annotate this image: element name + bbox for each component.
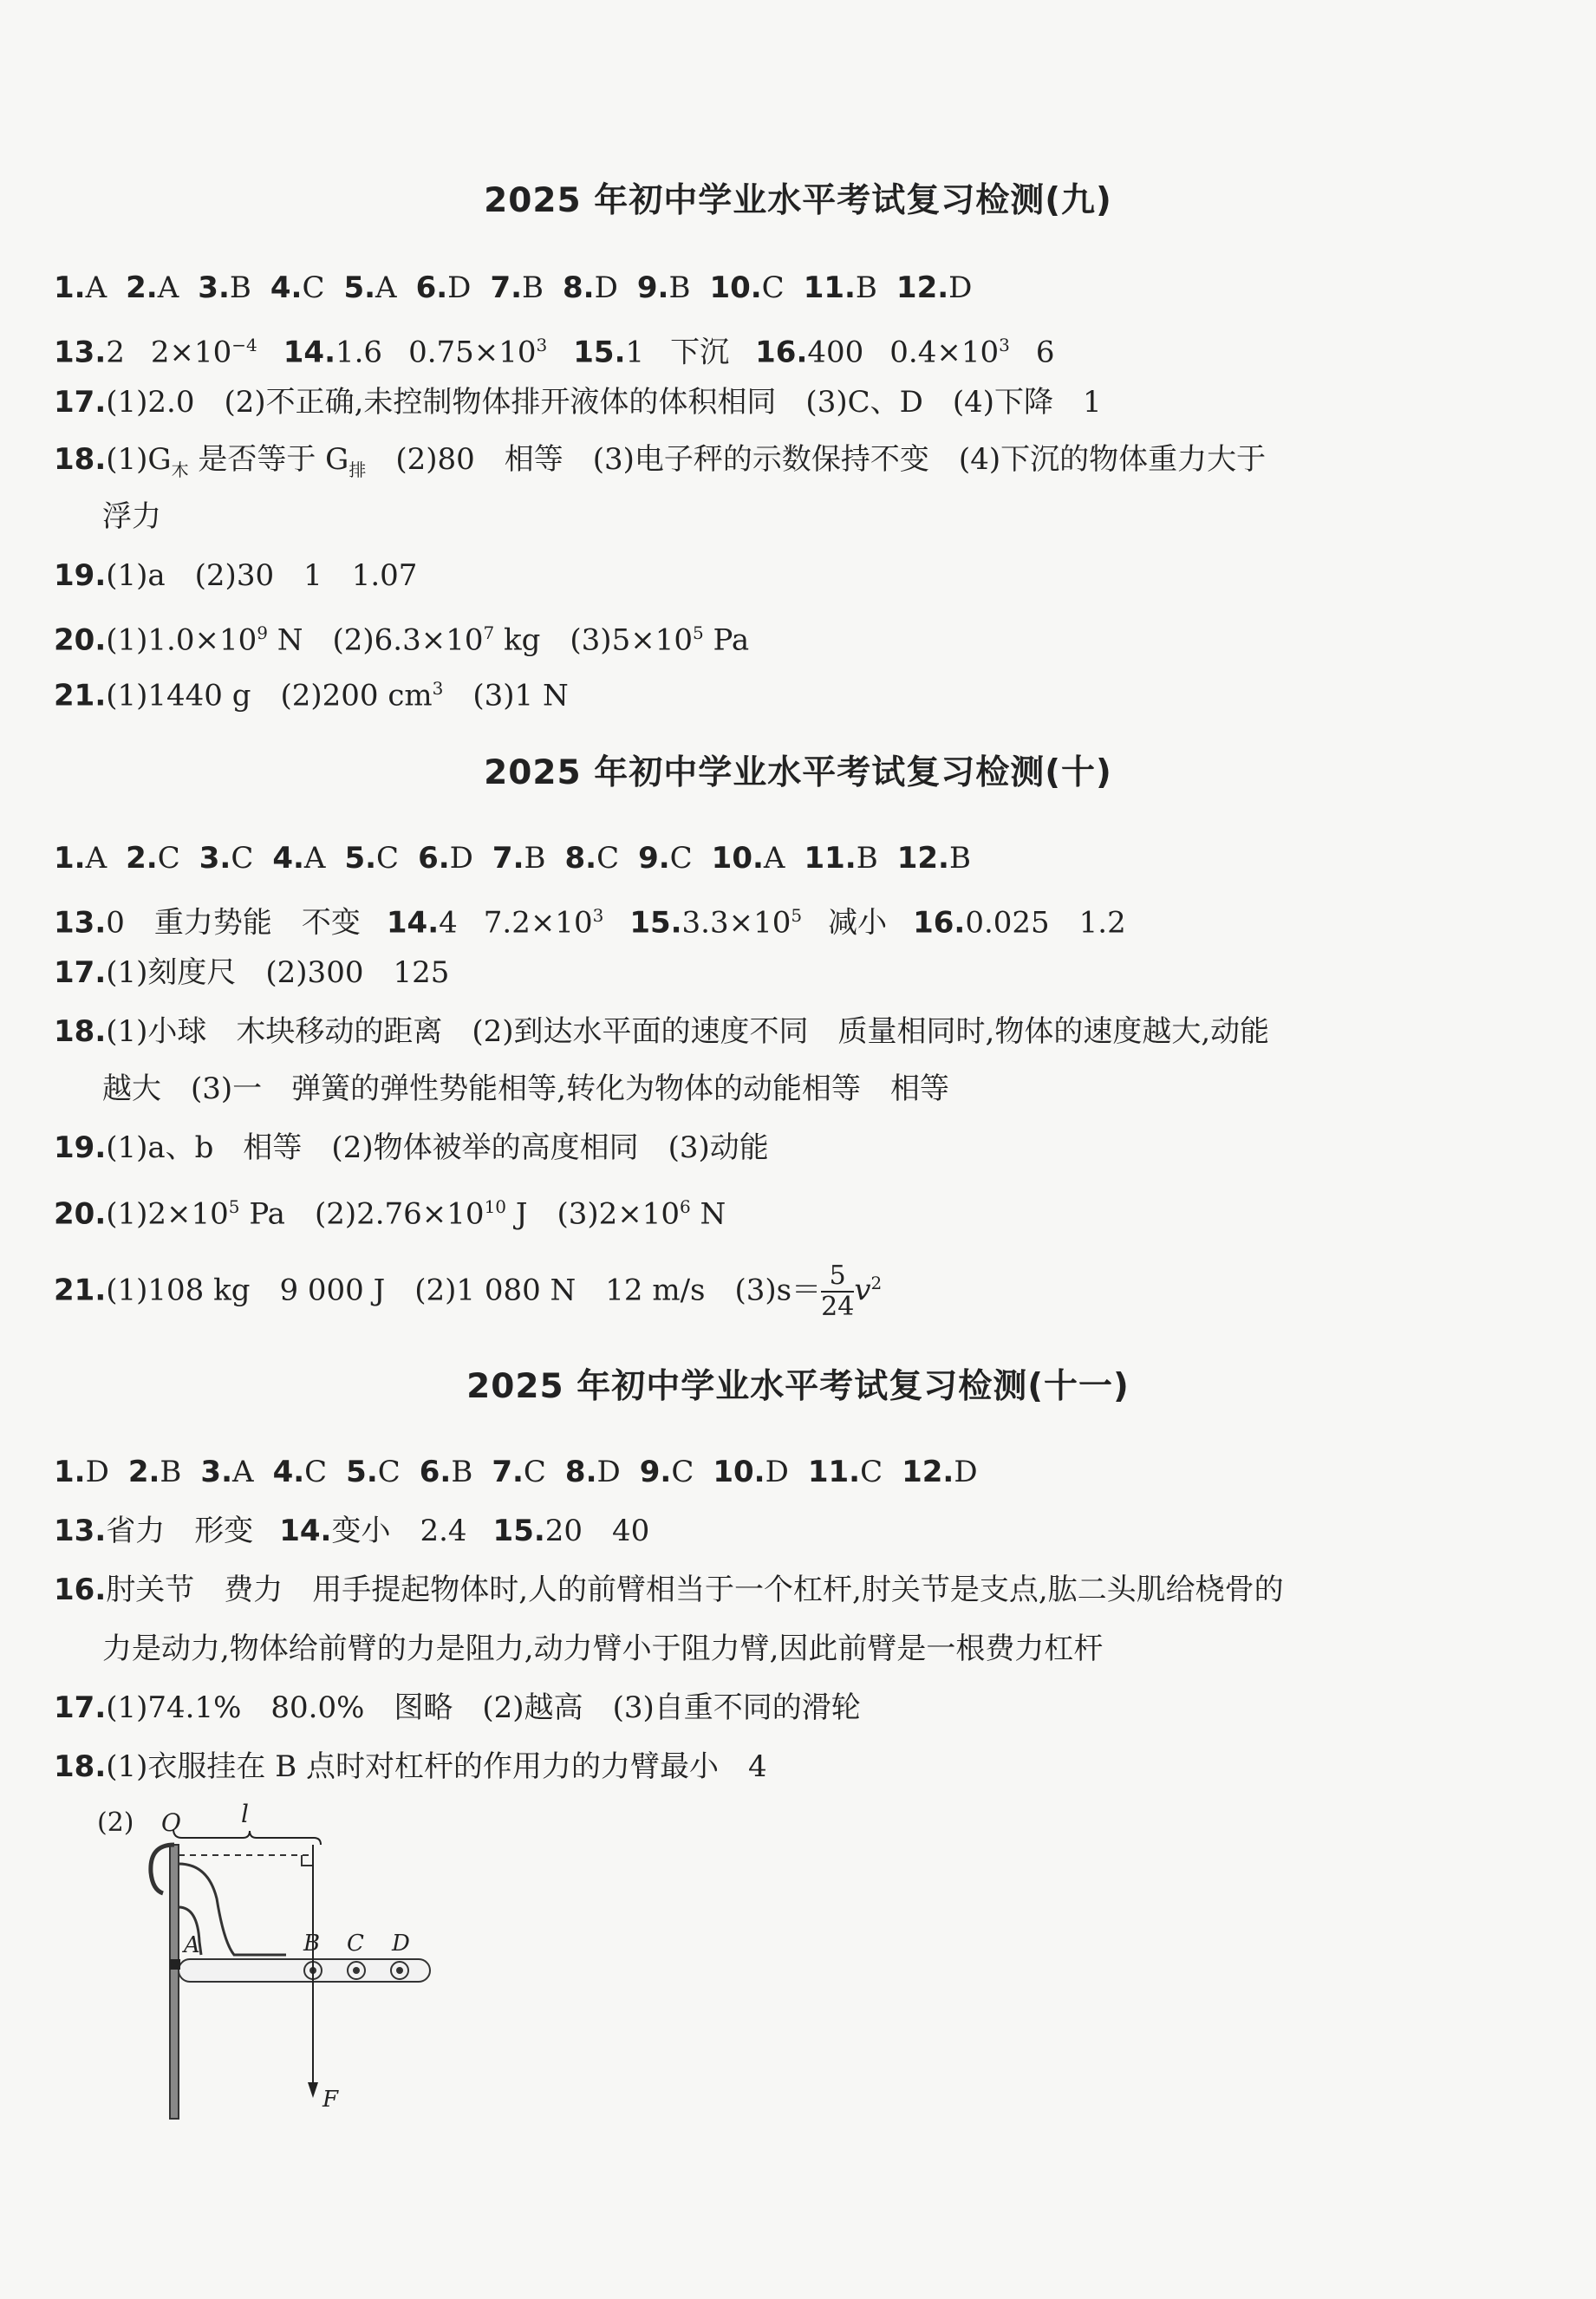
question-number: 4.	[272, 841, 304, 876]
section-title: 2025 年初中学业水平考试复习检测(九)	[484, 181, 1112, 220]
choice-letter: D	[447, 270, 472, 305]
question-number: 6.	[415, 270, 448, 305]
mc-answer	[896, 269, 973, 307]
pivot-block	[170, 1959, 180, 1970]
question-number: 2.	[126, 270, 158, 305]
answer-16: 16.肘关节 费力 用手提起物体时,人的前臂相当于一个杠杆,肘关节是支点,肱二头肌给桡骨的	[54, 1573, 1284, 1607]
force-arrow-head	[308, 2082, 318, 2098]
answer-21: 21.(1)1440 g (2)200 $cm^3$ (3)1 N	[54, 678, 569, 713]
choice-letter: D	[449, 841, 473, 876]
mc-answer	[709, 269, 784, 307]
choice-letter: D	[948, 270, 973, 305]
question-number: 9.	[639, 1455, 672, 1489]
mc-answer	[54, 1453, 109, 1491]
mc-answer	[492, 1453, 546, 1491]
question-number: 9.	[636, 270, 669, 305]
choice-letter: C	[761, 270, 785, 305]
mc-answer	[638, 839, 693, 877]
mc-answer	[346, 1453, 401, 1491]
mc-answer	[492, 839, 546, 877]
mc-answer	[54, 269, 107, 307]
choice-letter: B	[522, 270, 544, 305]
point-d-label: D	[392, 1931, 410, 1957]
mc-answer	[273, 1453, 328, 1491]
question-number: 7.	[492, 841, 524, 876]
question-number: 6.	[418, 841, 450, 876]
question-number: 2.	[126, 841, 158, 876]
choice-letter: A	[303, 841, 326, 876]
question-number: 8.	[564, 841, 597, 876]
answer-17: 17.(1)2.0 (2)不正确,未控制物体排开液体的体积相同 (3)C、D (4)下降 1	[54, 385, 1102, 420]
arm-bracket	[173, 1829, 321, 1845]
mc-answer	[343, 269, 396, 307]
wall-pole	[170, 1845, 179, 2119]
choice-letter: B	[160, 1455, 182, 1489]
mc-answer	[416, 269, 472, 307]
question-number: 11.	[804, 841, 857, 876]
mc-answer	[804, 269, 877, 307]
answer-20: $20.(1)1.0\times 10^9$ N $(2)6.3\times 10^7$ kg $(3)5\times 10^5$ Pa	[54, 622, 750, 658]
question-number: 9.	[638, 841, 670, 876]
question-number: 4.	[270, 270, 303, 305]
question-number: 1.	[54, 270, 86, 305]
question-number: 3.	[200, 1455, 232, 1489]
mc-answer	[490, 269, 544, 307]
hole-d-center	[396, 1967, 403, 1974]
choice-letter: B	[524, 841, 546, 876]
question-number: 1.	[54, 841, 86, 876]
choice-letter: D	[954, 1455, 978, 1489]
question-number: 11.	[807, 1455, 861, 1489]
mc-answers-row	[54, 1453, 1545, 1491]
question-number: 10.	[711, 841, 764, 876]
choice-letter: C	[302, 270, 325, 305]
answer-13-16: 13.2 $2\times 10^{-4}$ 14.1.6 $0.75\times 10^3$ 15.1 下沉 16.400 $0.4\times 10^3$ 6	[54, 335, 1055, 370]
mc-answer	[198, 269, 251, 307]
lever-diagram	[87, 1803, 485, 2124]
mc-answer	[897, 839, 971, 877]
question-number: 7.	[490, 270, 523, 305]
choice-letter: A	[85, 270, 107, 305]
answer-18: 18.(1)小球 木块移动的距离 (2)到达水平面的速度不同 质量相同时,物体的速度越大,动能	[54, 1014, 1270, 1049]
mc-answer	[126, 269, 179, 307]
choice-letter: B	[668, 270, 691, 305]
hole-c-center	[353, 1967, 360, 1974]
choice-letter: C	[669, 841, 693, 876]
choice-letter: C	[860, 1455, 883, 1489]
question-number: 6.	[419, 1455, 452, 1489]
right-angle-mark	[302, 1855, 312, 1866]
section-title: 2025 年初中学业水平考试复习检测(十一)	[466, 1367, 1130, 1406]
mc-answer	[199, 839, 254, 877]
figure-part-label: (2)	[97, 1807, 134, 1838]
mc-answer	[126, 839, 180, 877]
point-c-label: C	[347, 1931, 364, 1957]
choice-letter: A	[763, 841, 785, 876]
mc-answer	[200, 1453, 253, 1491]
question-number: 11.	[803, 270, 856, 305]
mc-answer	[54, 839, 107, 877]
mc-answer	[272, 839, 325, 877]
mc-answer	[128, 1453, 182, 1491]
arm-l-label: l	[241, 1803, 249, 1828]
fraction: $\frac{5}{24}$	[821, 1260, 855, 1323]
choice-letter: D	[85, 1455, 109, 1489]
mc-answer	[344, 839, 399, 877]
mc-answer	[712, 839, 785, 877]
question-number: 3.	[198, 270, 230, 305]
mc-answer	[563, 269, 618, 307]
answer-19: 19.(1)a (2)30 1 1.07	[54, 558, 418, 593]
choice-letter: C	[157, 841, 180, 876]
question-number: 8.	[563, 270, 595, 305]
point-o-label: O	[161, 1808, 181, 1837]
choice-letter: B	[856, 841, 878, 876]
mc-answer	[565, 1453, 621, 1491]
answer-13-16: 13.0 重力势能 不变 14.4 $7.2\times 10^3$ $15.3.3\times 10^5$ 减小 16.0.025 1.2	[54, 905, 1126, 941]
choice-letter: C	[376, 841, 400, 876]
choice-letter: B	[229, 270, 251, 305]
answer-21: 21.(1)108 kg 9 000 J (2)1 080 N 12 m/s (3)s＝ $\frac{5}{24}$ $v^2$	[54, 1260, 883, 1323]
choice-letter: A	[375, 270, 397, 305]
mc-answer	[808, 1453, 883, 1491]
mc-answer	[418, 839, 473, 877]
choice-letter: A	[157, 270, 179, 305]
mc-answer	[713, 1453, 789, 1491]
choice-letter: C	[377, 1455, 401, 1489]
answer-18: $18.(1)G_木$ 是否等于 $G_排$ (2)80 相等 (3)电子秤的示数保持不变 (4)下沉的物体重力大于	[54, 442, 1267, 480]
question-number: 5.	[343, 270, 376, 305]
mc-answers-row	[54, 269, 1545, 307]
choice-letter: B	[855, 270, 877, 305]
choice-letter: D	[594, 270, 618, 305]
mc-answer	[637, 269, 691, 307]
question-number: 1.	[54, 1455, 86, 1489]
question-number: 5.	[346, 1455, 378, 1489]
choice-letter: B	[948, 841, 971, 876]
answer-20: $20.(1)2\times 10^5$ Pa $(2)2.76\times 10^{10}$ J $(3)2\times 10^6$ N	[54, 1196, 726, 1232]
section-title: 2025 年初中学业水平考试复习检测(十)	[484, 753, 1112, 792]
choice-letter: C	[304, 1455, 328, 1489]
question-number: 12.	[896, 270, 949, 305]
mc-answer	[902, 1453, 978, 1491]
choice-letter: D	[765, 1455, 789, 1489]
mc-answer	[564, 839, 619, 877]
answer-18-continued: 越大 (3)一 弹簧的弹性势能相等,转化为物体的动能相等 相等	[102, 1071, 949, 1106]
choice-letter: D	[596, 1455, 621, 1489]
choice-letter: C	[671, 1455, 694, 1489]
answer-17: 17.(1)74.1% 80.0% 图略 (2)越高 (3)自重不同的滑轮	[54, 1690, 861, 1725]
question-number: 10.	[713, 1455, 765, 1489]
question-number: 7.	[492, 1455, 524, 1489]
choice-letter: C	[231, 841, 254, 876]
answer-18-continued: 浮力	[102, 499, 161, 534]
question-number: 12.	[896, 841, 949, 876]
force-f-label: F	[322, 2087, 339, 2113]
choice-letter: C	[523, 1455, 546, 1489]
mc-answers-row	[54, 839, 1545, 877]
answer-18: 18.(1)衣服挂在 B 点时对杠杆的作用力的力臂最小 4	[54, 1749, 767, 1784]
choice-letter: B	[451, 1455, 473, 1489]
mc-answer	[640, 1453, 694, 1491]
question-number: 4.	[272, 1455, 305, 1489]
choice-letter: A	[85, 841, 107, 876]
point-a-label: A	[184, 1932, 200, 1958]
mc-answer	[420, 1453, 473, 1491]
mc-answer	[804, 839, 877, 877]
answer-16-continued: 力是动力,物体给前臂的力是阻力,动力臂小于阻力臂,因此前臂是一根费力杠杆	[102, 1631, 1104, 1666]
question-number: 12.	[902, 1455, 954, 1489]
question-number: 10.	[709, 270, 762, 305]
answer-17: 17.(1)刻度尺 (2)300 125	[54, 955, 450, 990]
answer-13-15: 13.省力 形变 14.变小 2.4 15.20 40	[54, 1514, 650, 1548]
question-number: 5.	[344, 841, 377, 876]
question-number: 2.	[127, 1455, 160, 1489]
answer-19: 19.(1)a、b 相等 (2)物体被举的高度相同 (3)动能	[54, 1130, 769, 1165]
mc-answer	[270, 269, 325, 307]
question-number: 3.	[199, 841, 231, 876]
question-number: 8.	[564, 1455, 597, 1489]
choice-letter: A	[232, 1455, 254, 1489]
choice-letter: C	[596, 841, 620, 876]
point-b-label: B	[303, 1931, 321, 1957]
